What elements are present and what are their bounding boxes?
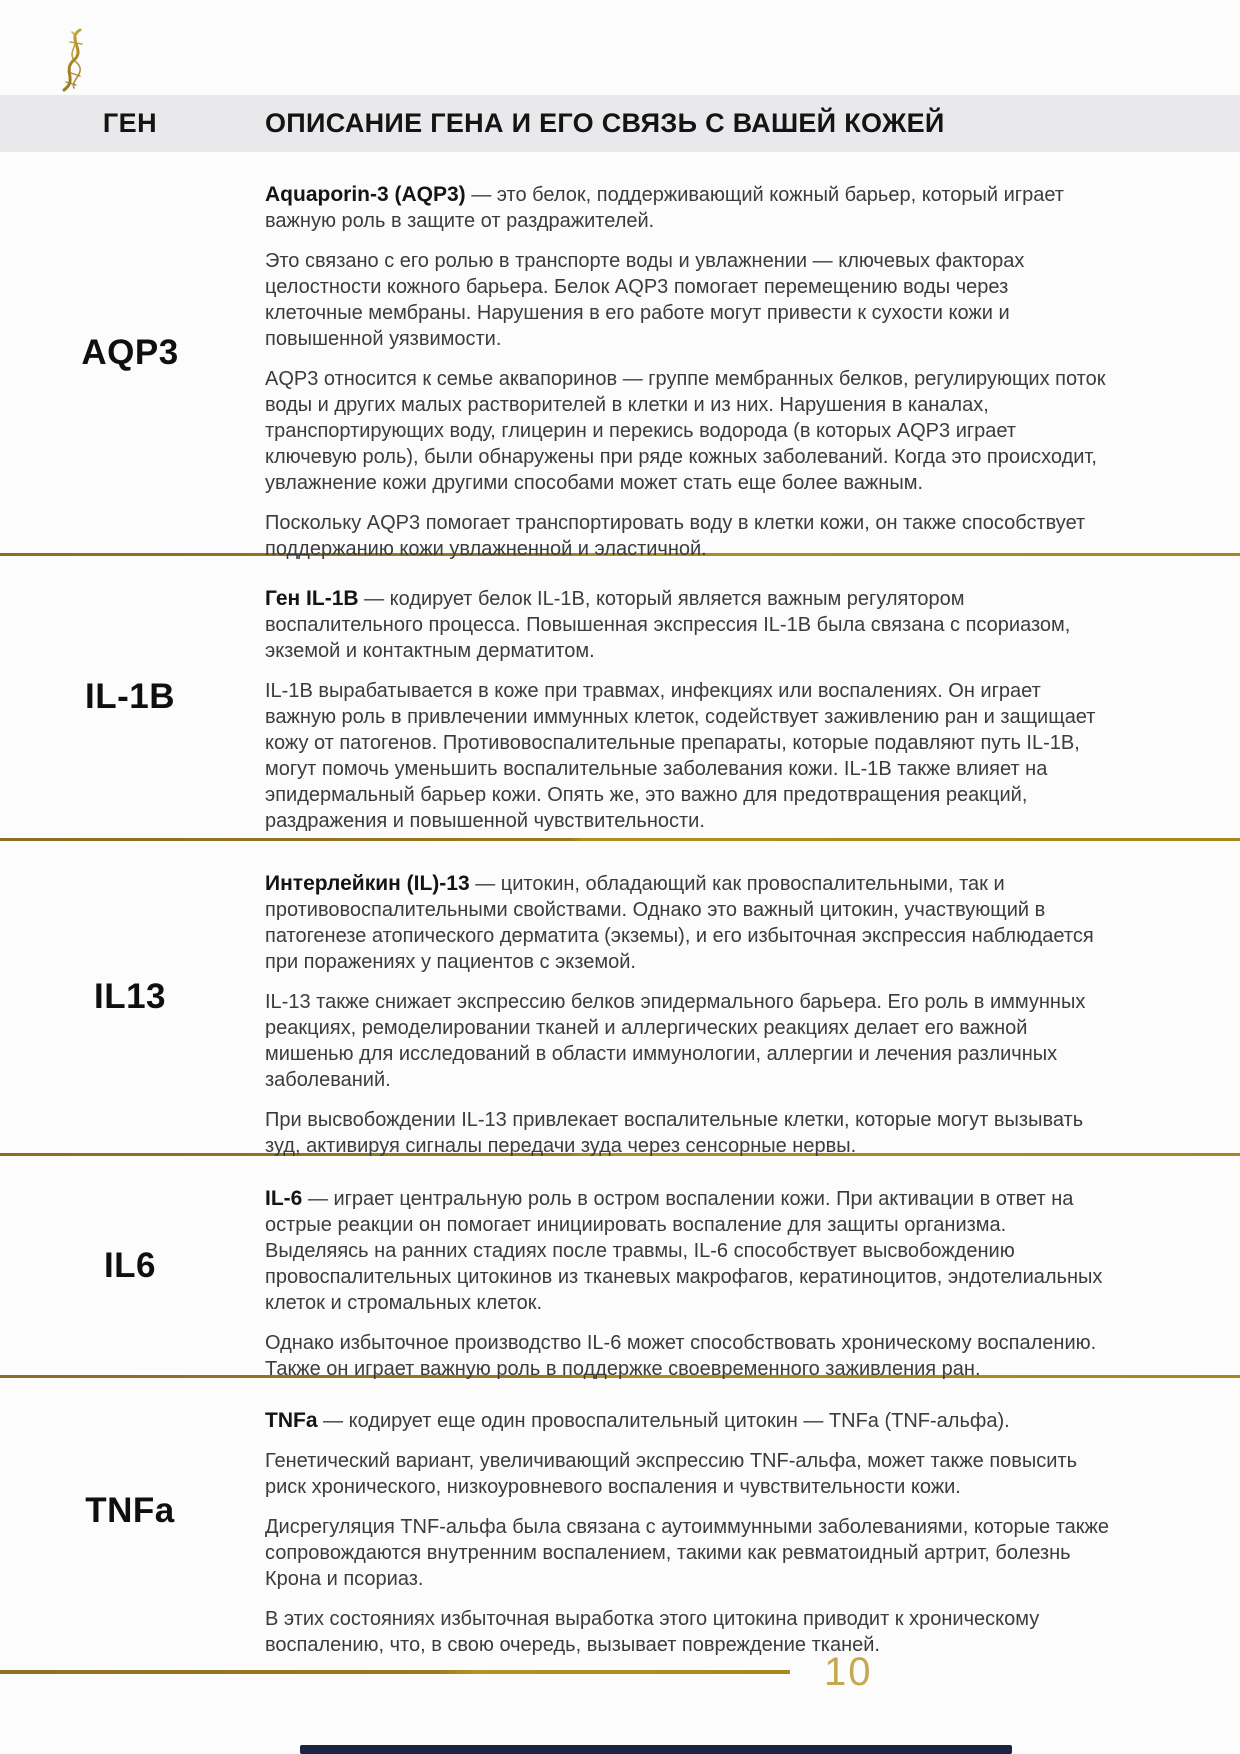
paragraph-text: IL-13 также снижает экспрессию белков эпидермального барьера. Его роль в иммунных реакциях, ремоделировании тканей и аллергических реакциях делает его важной мишенью для исследований в области иммунологии, аллергии и лечения различных заболеваний. <box>265 991 1086 1091</box>
description-paragraph <box>265 1448 1110 1500</box>
gene-table <box>0 152 1240 1656</box>
gene-row <box>0 841 1240 1156</box>
dna-helix-icon <box>52 28 98 92</box>
gene-row <box>0 152 1240 560</box>
gene-row <box>0 1378 1240 1656</box>
gene-description <box>260 556 1110 838</box>
description-paragraph <box>265 366 1110 496</box>
gene-lead-label: IL-6 <box>265 1187 303 1210</box>
paragraph-text: — кодирует белок IL-1B, который является важным регулятором воспалительного процесса. Повышенная экспрессия IL-1B была связана с псориазом, экземой и контактным дерматитом. <box>265 588 1071 662</box>
description-paragraph <box>265 678 1110 834</box>
gene-name: IL13 <box>93 977 167 1016</box>
table-header <box>0 95 1240 152</box>
gene-name: TNFa <box>85 1491 175 1530</box>
description-paragraph <box>265 1107 1110 1159</box>
paragraph-text: IL-1B вырабатывается в коже при травмах, инфекциях или воспалениях. Он играет важную роль в привлечении иммунных клеток, содействует заживлению ран и защищает кожу от патогенов. Противовоспалительные препараты, которые подавляют путь IL-1B, могут помочь уменьшить воспалительные заболевания кожи. IL-1B также влияет на эпидермальный барьер кожи. Опять же, это важно для предотвращения реакций, раздражения и повышенной чувствительности. <box>265 680 1096 832</box>
gene-name-cell <box>0 841 260 1153</box>
gene-description <box>260 1156 1110 1380</box>
paragraph-text: AQP3 относится к семье аквапоринов — группе мембранных белков, регулирующих поток воды и других малых растворителей в клетки и из них. Нарушения в каналах, транспортирующих воду, глицерин и перекись водорода (в которых AQP3 играет ключевую роль), были обнаружены при ряде кожных заболеваний. Когда это происходит, увлажнение кожи другими способами может стать еще более важным. <box>265 368 1106 494</box>
description-paragraph <box>265 182 1110 234</box>
description-paragraph <box>265 989 1110 1093</box>
description-paragraph <box>265 248 1110 352</box>
paragraph-text: В этих состояниях избыточная выработка этого цитокина приводит к хроническому воспалению, что, в свою очередь, вызывает повреждение тканей. <box>265 1608 1040 1656</box>
paragraph-text: Поскольку AQP3 помогает транспортировать воду в клетки кожи, он также способствует поддержанию кожи увлажненной и эластичной. <box>265 512 1086 560</box>
paragraph-text: Генетический вариант, увеличивающий экспрессию TNF-альфа, может также повысить риск хронического, низкоуровневого воспаления и чувствительности кожи. <box>265 1450 1078 1498</box>
description-paragraph <box>265 1330 1110 1382</box>
gene-name-cell <box>0 152 260 553</box>
description-paragraph <box>265 1606 1110 1658</box>
footer-divider <box>0 1670 790 1674</box>
gene-lead-label: Интерлейкин (IL)-13 <box>265 872 470 895</box>
page-number: 10 <box>824 1650 873 1694</box>
gene-name-cell <box>0 1378 260 1644</box>
bottom-accent-bar <box>300 1745 1012 1754</box>
gene-name: IL-1B <box>85 677 175 716</box>
paragraph-text: Это связано с его ролью в транспорте воды и увлажнении — ключевых факторах целостности кожного барьера. Белок AQP3 помогает перемещению воды через клеточные мембраны. Нарушения в его работе могут привести к сухости кожи и повышенной уязвимости. <box>265 250 1025 350</box>
gene-description <box>260 1378 1110 1656</box>
description-paragraph <box>265 510 1110 562</box>
header-gene-column-label: ГЕН <box>102 108 158 138</box>
header-description-column-label: ОПИСАНИЕ ГЕНА И ЕГО СВЯЗЬ С ВАШЕЙ КОЖЕЙ <box>265 108 945 138</box>
gene-lead-label: Ген IL-1B <box>265 587 359 610</box>
description-paragraph <box>265 871 1110 975</box>
gene-description <box>260 152 1110 560</box>
gene-lead-label: Aquaporin-3 (AQP3) <box>265 183 466 206</box>
description-paragraph <box>265 1514 1110 1592</box>
paragraph-text: Однако избыточное производство IL-6 может способствовать хроническому воспалению. Также он играет важную роль в поддержке своевременного заживления ран. <box>265 1332 1097 1380</box>
paragraph-text: — цитокин, обладающий как провоспалительными, так и противовоспалительными свойствами. Однако это важный цитокин, участвующий в патогенезе атопического дерматита (экземы), и его избыточная экспрессия наблюдается при поражениях у пациентов с экземой. <box>265 873 1094 973</box>
gene-lead-label: TNFa <box>265 1409 318 1432</box>
gene-row <box>0 556 1240 841</box>
brand-logo <box>52 28 98 92</box>
description-paragraph <box>265 1408 1110 1434</box>
description-paragraph <box>265 1186 1110 1316</box>
gene-name-cell <box>0 556 260 838</box>
paragraph-text: — это белок, поддерживающий кожный барьер, который играет важную роль в защите от раздражителей. <box>265 184 1064 232</box>
gene-name-cell <box>0 1156 260 1375</box>
gene-name: AQP3 <box>81 332 179 372</box>
gene-description <box>260 841 1110 1157</box>
paragraph-text: При высвобождении IL-13 привлекает воспалительные клетки, которые могут вызывать зуд, активируя сигналы передачи зуда через сенсорные нервы. <box>265 1109 1084 1157</box>
gene-row <box>0 1156 1240 1378</box>
gene-name: IL6 <box>103 1245 157 1285</box>
paragraph-text: Дисрегуляция TNF-альфа была связана с аутоиммунными заболеваниями, которые также сопровождаются внутренним воспалением, такими как ревматоидный артрит, болезнь Крона и псориаз. <box>265 1516 1110 1590</box>
paragraph-text: — кодирует еще один провоспалительный цитокин — TNFa (TNF-альфа). <box>317 1410 1010 1432</box>
paragraph-text: — играет центральную роль в остром воспалении кожи. При активации в ответ на острые реакции он помогает инициировать воспаление для защиты организма. Выделяясь на ранних стадиях после травмы, IL-6 способствует высвобождению провоспалительных цитокинов из тканевых макрофагов, кератиноцитов, эндотелиальных клеток и стромальных клеток. <box>265 1188 1103 1314</box>
description-paragraph <box>265 586 1110 664</box>
